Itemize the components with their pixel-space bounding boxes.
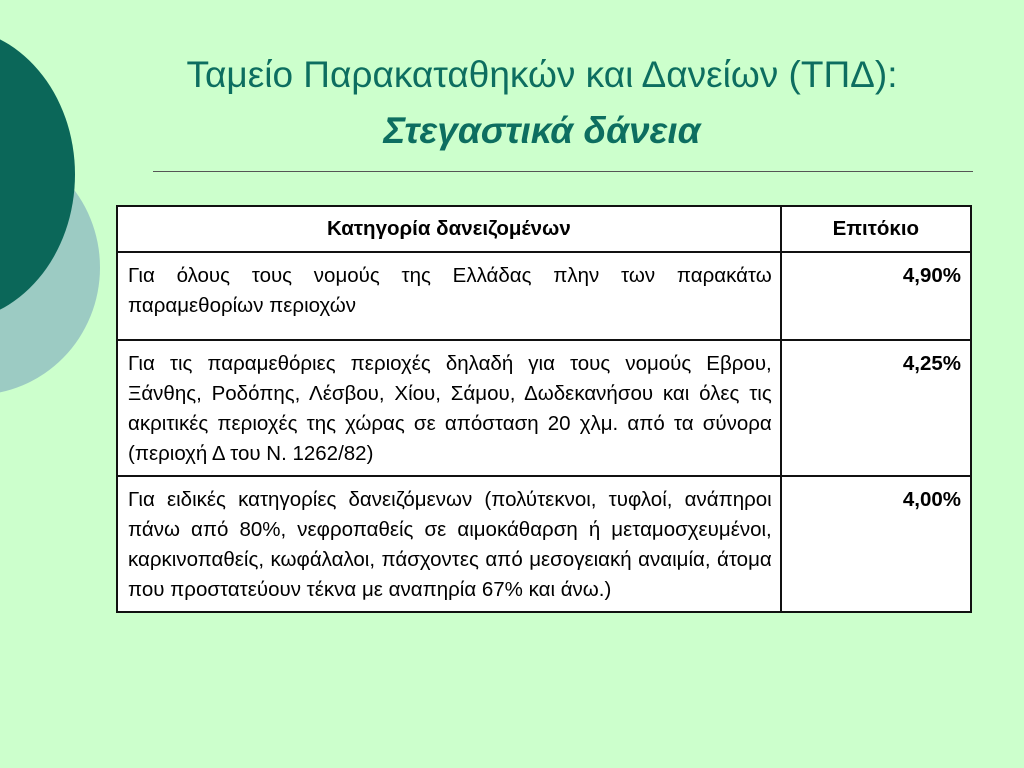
page-subtitle: Στεγαστικά δάνεια	[383, 110, 701, 151]
loan-rates-table	[116, 205, 972, 613]
table-row	[117, 476, 971, 612]
row-rate: 4,90%	[781, 252, 971, 340]
row-description: Για όλους τους νομούς της Ελλάδας πλην των παρακάτω παραμεθορίων περιοχών	[117, 252, 781, 340]
table-row	[117, 252, 971, 340]
row-description: Για ειδικές κατηγορίες δανειζόμενων (πολύτεκνοι, τυφλοί, ανάπηροι πάνω από 80%, νεφροπαθείς σε αιμοκάθαρση ή μεταμοσχευμένοι, καρκινοπαθείς, κωφάλαλοι, πάσχοντες από μεσογειακή αναιμία, άτομα που προστατεύουν τέκνα με αναπηρία 67% και άνω.)	[117, 476, 781, 612]
row-rate: 4,00%	[781, 476, 971, 612]
row-rate: 4,25%	[781, 340, 971, 476]
header-category: Κατηγορία δανειζομένων	[117, 206, 781, 252]
row-description: Για τις παραμεθόριες περιοχές δηλαδή για τους νομούς Εβρου, Ξάνθης, Ροδόπης, Λέσβου, Χίου, Σάμου, Δωδεκανήσου και όλες τις ακριτικές περιοχές της χώρας σε απόσταση 20 χλμ. από τα σύνορα (περιοχή Δ του Ν. 1262/82)	[117, 340, 781, 476]
title-divider	[153, 171, 973, 172]
table-header-row	[117, 206, 971, 252]
page-title: Ταμείο Παρακαταθηκών και Δανείων (ΤΠΔ):	[186, 54, 898, 95]
header-rate: Επιτόκιο	[781, 206, 971, 252]
table-row	[117, 340, 971, 476]
